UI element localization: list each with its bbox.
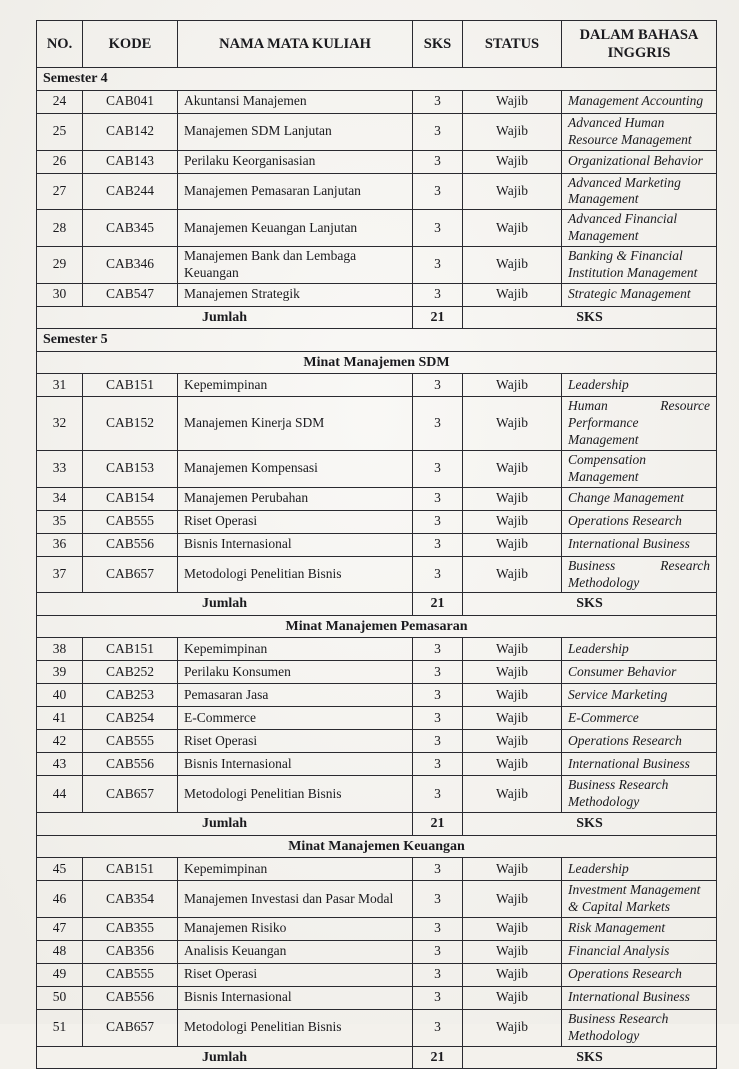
cell-no: 46 <box>37 881 83 918</box>
cell-nama: Riset Operasi <box>178 510 413 533</box>
cell-no: 40 <box>37 684 83 707</box>
cell-status: Wajib <box>463 150 562 173</box>
cell-kode: CAB556 <box>83 986 178 1009</box>
cell-english: Advanced Financial Management <box>562 210 717 247</box>
total-row <box>37 306 717 329</box>
cell-status: Wajib <box>463 533 562 556</box>
section-row <box>37 68 717 91</box>
cell-sks: 3 <box>413 917 463 940</box>
cell-no: 31 <box>37 374 83 397</box>
subsection-row <box>37 351 717 374</box>
total-sks-value: 21 <box>413 813 463 836</box>
course-row <box>37 661 717 684</box>
cell-no: 36 <box>37 533 83 556</box>
cell-nama: Manajemen Pemasaran Lanjutan <box>178 173 413 210</box>
cell-kode: CAB346 <box>83 247 178 284</box>
cell-sks: 3 <box>413 113 463 150</box>
cell-nama: Bisnis Internasional <box>178 986 413 1009</box>
section-row <box>37 329 717 352</box>
cell-no: 29 <box>37 247 83 284</box>
course-row <box>37 90 717 113</box>
cell-sks: 3 <box>413 510 463 533</box>
col-header-no: NO. <box>37 21 83 68</box>
cell-no: 45 <box>37 858 83 881</box>
cell-english: Risk Management <box>562 917 717 940</box>
cell-kode: CAB356 <box>83 940 178 963</box>
cell-no: 32 <box>37 397 83 451</box>
cell-kode: CAB547 <box>83 283 178 306</box>
col-header-sks: SKS <box>413 21 463 68</box>
subsection-row <box>37 615 717 638</box>
cell-english: Compensation Management <box>562 450 717 487</box>
section-label: Semester 4 <box>37 68 717 91</box>
cell-nama: Manajemen Kinerja SDM <box>178 397 413 451</box>
course-row <box>37 283 717 306</box>
cell-sks: 3 <box>413 986 463 1009</box>
cell-status: Wajib <box>463 684 562 707</box>
cell-kode: CAB253 <box>83 684 178 707</box>
cell-sks: 3 <box>413 173 463 210</box>
cell-english: Leadership <box>562 374 717 397</box>
cell-kode: CAB041 <box>83 90 178 113</box>
cell-status: Wajib <box>463 90 562 113</box>
total-label: Jumlah <box>37 813 413 836</box>
cell-kode: CAB142 <box>83 113 178 150</box>
total-sks-value: 21 <box>413 593 463 616</box>
subsection-row <box>37 835 717 858</box>
cell-no: 28 <box>37 210 83 247</box>
cell-kode: CAB657 <box>83 1009 178 1046</box>
cell-sks: 3 <box>413 487 463 510</box>
cell-nama: Bisnis Internasional <box>178 753 413 776</box>
cell-sks: 3 <box>413 90 463 113</box>
cell-nama: Kepemimpinan <box>178 858 413 881</box>
cell-nama: Kepemimpinan <box>178 374 413 397</box>
cell-status: Wajib <box>463 881 562 918</box>
total-row <box>37 813 717 836</box>
course-row <box>37 940 717 963</box>
course-row <box>37 638 717 661</box>
cell-status: Wajib <box>463 487 562 510</box>
total-label: Jumlah <box>37 1046 413 1069</box>
cell-english: Business Research Methodology <box>562 776 717 813</box>
cell-english: Operations Research <box>562 730 717 753</box>
cell-english: Operations Research <box>562 963 717 986</box>
course-row <box>37 510 717 533</box>
cell-nama: Manajemen SDM Lanjutan <box>178 113 413 150</box>
cell-no: 26 <box>37 150 83 173</box>
cell-status: Wajib <box>463 283 562 306</box>
course-row <box>37 533 717 556</box>
cell-kode: CAB151 <box>83 858 178 881</box>
cell-nama: Manajemen Strategik <box>178 283 413 306</box>
cell-no: 33 <box>37 450 83 487</box>
cell-sks: 3 <box>413 210 463 247</box>
cell-nama: Riset Operasi <box>178 730 413 753</box>
course-row <box>37 881 717 918</box>
cell-status: Wajib <box>463 963 562 986</box>
cell-english: Change Management <box>562 487 717 510</box>
cell-nama: Pemasaran Jasa <box>178 684 413 707</box>
cell-status: Wajib <box>463 661 562 684</box>
cell-kode: CAB354 <box>83 881 178 918</box>
cell-status: Wajib <box>463 753 562 776</box>
course-row <box>37 210 717 247</box>
total-unit-label: SKS <box>463 813 717 836</box>
cell-status: Wajib <box>463 986 562 1009</box>
cell-kode: CAB252 <box>83 661 178 684</box>
cell-no: 49 <box>37 963 83 986</box>
cell-nama: Metodologi Penelitian Bisnis <box>178 1009 413 1046</box>
col-header-dalam-bahasa-inggris: DALAM BAHASA INGGRIS <box>562 21 717 68</box>
course-row <box>37 730 717 753</box>
course-row <box>37 487 717 510</box>
table-body <box>37 68 717 1069</box>
subsection-label: Minat Manajemen Keuangan <box>37 835 717 858</box>
cell-sks: 3 <box>413 150 463 173</box>
course-row <box>37 707 717 730</box>
cell-nama: Kepemimpinan <box>178 638 413 661</box>
cell-sks: 3 <box>413 940 463 963</box>
cell-sks: 3 <box>413 730 463 753</box>
header-row <box>37 21 717 68</box>
course-row <box>37 173 717 210</box>
cell-kode: CAB355 <box>83 917 178 940</box>
cell-no: 35 <box>37 510 83 533</box>
course-row <box>37 963 717 986</box>
total-sks-value: 21 <box>413 306 463 329</box>
total-unit-label: SKS <box>463 1046 717 1069</box>
cell-english: Financial Analysis <box>562 940 717 963</box>
total-label: Jumlah <box>37 593 413 616</box>
cell-no: 37 <box>37 556 83 593</box>
col-header-kode: KODE <box>83 21 178 68</box>
cell-sks: 3 <box>413 776 463 813</box>
cell-sks: 3 <box>413 397 463 451</box>
course-row <box>37 776 717 813</box>
cell-nama: Manajemen Risiko <box>178 917 413 940</box>
cell-kode: CAB555 <box>83 730 178 753</box>
cell-kode: CAB657 <box>83 556 178 593</box>
cell-status: Wajib <box>463 776 562 813</box>
cell-no: 48 <box>37 940 83 963</box>
cell-kode: CAB556 <box>83 533 178 556</box>
cell-nama: Manajemen Bank dan Lembaga Keuangan <box>178 247 413 284</box>
cell-kode: CAB555 <box>83 963 178 986</box>
cell-kode: CAB345 <box>83 210 178 247</box>
cell-sks: 3 <box>413 450 463 487</box>
cell-english: Service Marketing <box>562 684 717 707</box>
cell-status: Wajib <box>463 940 562 963</box>
cell-status: Wajib <box>463 210 562 247</box>
cell-english: Banking & Financial Institution Management <box>562 247 717 284</box>
cell-no: 42 <box>37 730 83 753</box>
cell-nama: Bisnis Internasional <box>178 533 413 556</box>
cell-sks: 3 <box>413 638 463 661</box>
cell-status: Wajib <box>463 113 562 150</box>
course-row <box>37 753 717 776</box>
cell-english: Strategic Management <box>562 283 717 306</box>
subsection-label: Minat Manajemen Pemasaran <box>37 615 717 638</box>
course-row <box>37 917 717 940</box>
cell-english: Consumer Behavior <box>562 661 717 684</box>
cell-english: Business Research Methodology <box>562 556 717 593</box>
course-row <box>37 684 717 707</box>
curriculum-table <box>36 20 717 1069</box>
cell-english: International Business <box>562 986 717 1009</box>
cell-nama: Manajemen Keuangan Lanjutan <box>178 210 413 247</box>
cell-no: 30 <box>37 283 83 306</box>
course-row <box>37 113 717 150</box>
col-header-nama-mata-kuliah: NAMA MATA KULIAH <box>178 21 413 68</box>
cell-english: E-Commerce <box>562 707 717 730</box>
cell-nama: Manajemen Kompensasi <box>178 450 413 487</box>
total-row <box>37 593 717 616</box>
cell-nama: Manajemen Investasi dan Pasar Modal <box>178 881 413 918</box>
cell-no: 24 <box>37 90 83 113</box>
cell-sks: 3 <box>413 283 463 306</box>
cell-english: Operations Research <box>562 510 717 533</box>
cell-status: Wajib <box>463 556 562 593</box>
course-row <box>37 1009 717 1046</box>
cell-status: Wajib <box>463 173 562 210</box>
cell-kode: CAB244 <box>83 173 178 210</box>
cell-nama: Metodologi Penelitian Bisnis <box>178 776 413 813</box>
cell-nama: Perilaku Konsumen <box>178 661 413 684</box>
cell-kode: CAB143 <box>83 150 178 173</box>
cell-english: Human Resource Performance Management <box>562 397 717 451</box>
cell-no: 51 <box>37 1009 83 1046</box>
course-row <box>37 986 717 1009</box>
col-header-status: STATUS <box>463 21 562 68</box>
cell-english: Advanced Marketing Management <box>562 173 717 210</box>
cell-status: Wajib <box>463 707 562 730</box>
course-row <box>37 150 717 173</box>
total-unit-label: SKS <box>463 593 717 616</box>
course-row <box>37 374 717 397</box>
course-row <box>37 247 717 284</box>
total-label: Jumlah <box>37 306 413 329</box>
cell-nama: E-Commerce <box>178 707 413 730</box>
cell-status: Wajib <box>463 638 562 661</box>
cell-status: Wajib <box>463 397 562 451</box>
cell-kode: CAB151 <box>83 374 178 397</box>
cell-kode: CAB154 <box>83 487 178 510</box>
cell-nama: Manajemen Perubahan <box>178 487 413 510</box>
cell-sks: 3 <box>413 684 463 707</box>
cell-status: Wajib <box>463 917 562 940</box>
cell-nama: Perilaku Keorganisasian <box>178 150 413 173</box>
cell-no: 43 <box>37 753 83 776</box>
cell-status: Wajib <box>463 510 562 533</box>
cell-no: 27 <box>37 173 83 210</box>
cell-status: Wajib <box>463 374 562 397</box>
cell-kode: CAB152 <box>83 397 178 451</box>
cell-sks: 3 <box>413 881 463 918</box>
section-label: Semester 5 <box>37 329 717 352</box>
cell-kode: CAB254 <box>83 707 178 730</box>
cell-nama: Riset Operasi <box>178 963 413 986</box>
cell-nama: Akuntansi Manajemen <box>178 90 413 113</box>
cell-kode: CAB151 <box>83 638 178 661</box>
cell-english: Advanced Human Resource Management <box>562 113 717 150</box>
cell-english: International Business <box>562 533 717 556</box>
cell-no: 41 <box>37 707 83 730</box>
cell-sks: 3 <box>413 753 463 776</box>
course-row <box>37 450 717 487</box>
total-unit-label: SKS <box>463 306 717 329</box>
cell-kode: CAB556 <box>83 753 178 776</box>
cell-sks: 3 <box>413 1009 463 1046</box>
cell-no: 47 <box>37 917 83 940</box>
cell-status: Wajib <box>463 247 562 284</box>
cell-english: Investment Management & Capital Markets <box>562 881 717 918</box>
cell-no: 25 <box>37 113 83 150</box>
cell-english: Management Accounting <box>562 90 717 113</box>
cell-nama: Metodologi Penelitian Bisnis <box>178 556 413 593</box>
cell-english: Leadership <box>562 638 717 661</box>
cell-sks: 3 <box>413 533 463 556</box>
cell-sks: 3 <box>413 963 463 986</box>
cell-kode: CAB153 <box>83 450 178 487</box>
cell-sks: 3 <box>413 374 463 397</box>
cell-kode: CAB657 <box>83 776 178 813</box>
total-row <box>37 1046 717 1069</box>
cell-sks: 3 <box>413 858 463 881</box>
cell-english: International Business <box>562 753 717 776</box>
subsection-label: Minat Manajemen SDM <box>37 351 717 374</box>
cell-no: 44 <box>37 776 83 813</box>
cell-english: Business Research Methodology <box>562 1009 717 1046</box>
cell-status: Wajib <box>463 450 562 487</box>
cell-english: Leadership <box>562 858 717 881</box>
cell-status: Wajib <box>463 730 562 753</box>
cell-nama: Analisis Keuangan <box>178 940 413 963</box>
cell-no: 39 <box>37 661 83 684</box>
course-row <box>37 556 717 593</box>
cell-sks: 3 <box>413 556 463 593</box>
cell-no: 50 <box>37 986 83 1009</box>
course-row <box>37 397 717 451</box>
cell-kode: CAB555 <box>83 510 178 533</box>
cell-status: Wajib <box>463 1009 562 1046</box>
cell-no: 34 <box>37 487 83 510</box>
cell-status: Wajib <box>463 858 562 881</box>
cell-no: 38 <box>37 638 83 661</box>
total-sks-value: 21 <box>413 1046 463 1069</box>
cell-sks: 3 <box>413 247 463 284</box>
cell-english: Organizational Behavior <box>562 150 717 173</box>
cell-sks: 3 <box>413 707 463 730</box>
cell-sks: 3 <box>413 661 463 684</box>
course-row <box>37 858 717 881</box>
